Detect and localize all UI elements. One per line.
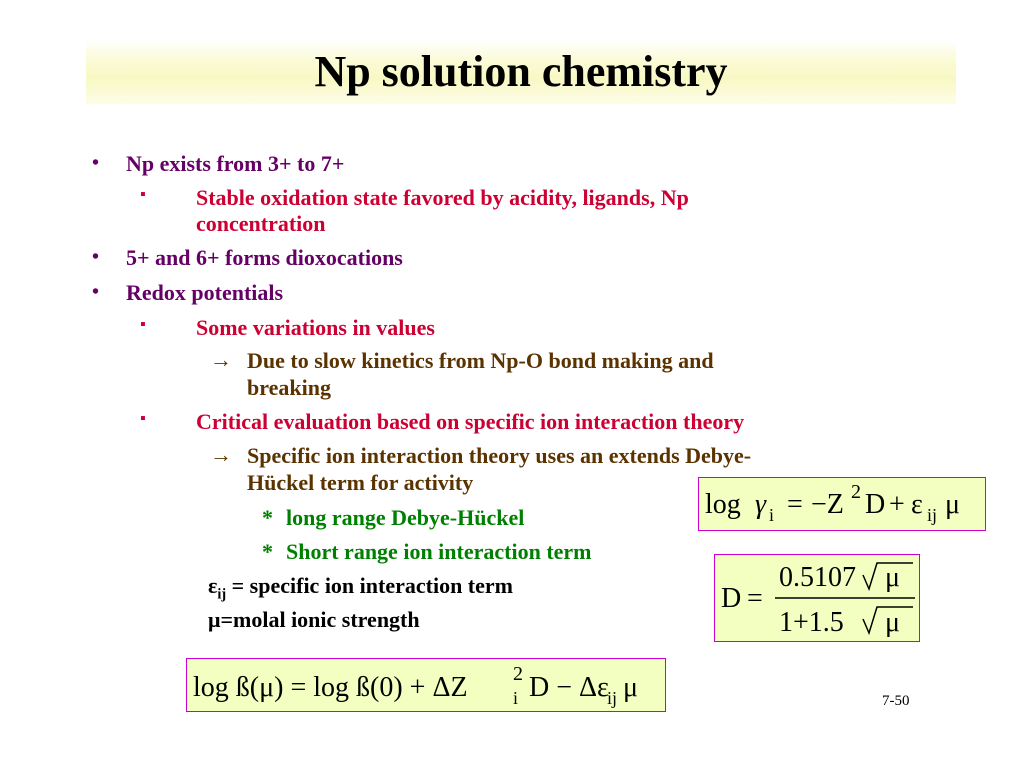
stability-equation-render	[187, 659, 665, 711]
svg-text:−Z: −Z	[811, 489, 844, 520]
svg-text:μ: μ	[945, 489, 961, 520]
svg-text:μ: μ	[623, 672, 639, 703]
bullet-dot: •	[92, 152, 100, 174]
bullet-slow-kinetics-line1: Due to slow kinetics from Np-O bond making and	[247, 348, 714, 373]
bullet-critical-evaluation: Critical evaluation based on specific ion interaction theory	[196, 409, 745, 434]
bullet-np-exists: Np exists from 3+ to 7+	[126, 151, 345, 176]
mu-definition-text: =molal ionic strength	[220, 607, 420, 632]
svg-text:μ: μ	[885, 607, 901, 638]
svg-text:ε: ε	[911, 489, 923, 520]
bullet-short-range: Short range ion interaction term	[286, 539, 592, 564]
bullet-slow-kinetics-line2: breaking	[247, 375, 331, 400]
bullet-square: ▪	[140, 316, 146, 333]
debye-equation-render	[715, 555, 919, 641]
svg-text:2: 2	[851, 481, 861, 503]
svg-text:i: i	[513, 688, 519, 708]
bullet-sit-theory-line1: Specific ion interaction theory uses an extends Debye-	[247, 443, 752, 468]
bullet-square: ▪	[140, 186, 146, 203]
svg-text:i: i	[769, 505, 775, 525]
bullet-redox-potentials: Redox potentials	[126, 280, 284, 305]
svg-text:μ: μ	[885, 562, 901, 593]
svg-text:D − Δε: D − Δε	[529, 672, 609, 703]
bullet-dot: •	[92, 246, 100, 268]
bullet-sit-theory-line2: Hückel term for activity	[247, 470, 474, 495]
epsilon-definition-text: = specific ion interaction term	[231, 573, 513, 598]
arrow-icon: →	[210, 347, 232, 372]
svg-text:=: =	[747, 583, 763, 614]
bullet-dot: •	[92, 281, 100, 303]
bullet-long-range: long range Debye-Hückel	[286, 505, 525, 530]
bullet-stable-oxidation-line2: concentration	[196, 211, 326, 236]
svg-text:D: D	[865, 489, 886, 520]
star-bullet: *	[262, 539, 273, 564]
svg-text:log: log	[705, 489, 741, 520]
svg-text:log ß(μ) = log ß(0) + ΔZ: log ß(μ) = log ß(0) + ΔZ	[193, 672, 468, 703]
epsilon-symbol: ε	[208, 573, 218, 598]
svg-text:2: 2	[513, 663, 523, 685]
epsilon-definition	[208, 572, 513, 608]
svg-text:ij: ij	[607, 688, 618, 708]
epsilon-subscript: ij	[217, 586, 227, 603]
svg-text:D: D	[721, 583, 742, 614]
svg-text:+: +	[889, 489, 905, 520]
title-band	[86, 40, 956, 104]
page-number: 7-50	[882, 693, 910, 709]
bullet-dioxocations: 5+ and 6+ forms dioxocations	[126, 245, 403, 270]
activity-equation	[698, 477, 986, 531]
svg-text:=: =	[787, 489, 803, 520]
activity-equation-render	[699, 478, 985, 530]
arrow-icon: →	[210, 442, 232, 467]
svg-text:ij: ij	[927, 505, 938, 525]
star-bullet: *	[262, 505, 273, 530]
svg-text:1+1.5: 1+1.5	[779, 607, 844, 638]
svg-text:γ: γ	[755, 489, 767, 520]
debye-equation	[714, 554, 920, 642]
bullet-square: ▪	[140, 410, 146, 427]
mu-symbol: μ	[208, 607, 221, 632]
bullet-stable-oxidation-line1: Stable oxidation state favored by acidity, ligands, Np	[196, 185, 689, 210]
bullet-some-variations: Some variations in values	[196, 315, 435, 340]
stability-constant-equation	[186, 658, 666, 712]
svg-text:0.5107: 0.5107	[779, 562, 856, 593]
mu-definition	[208, 606, 420, 633]
slide-title: Np solution chemistry	[314, 47, 728, 96]
